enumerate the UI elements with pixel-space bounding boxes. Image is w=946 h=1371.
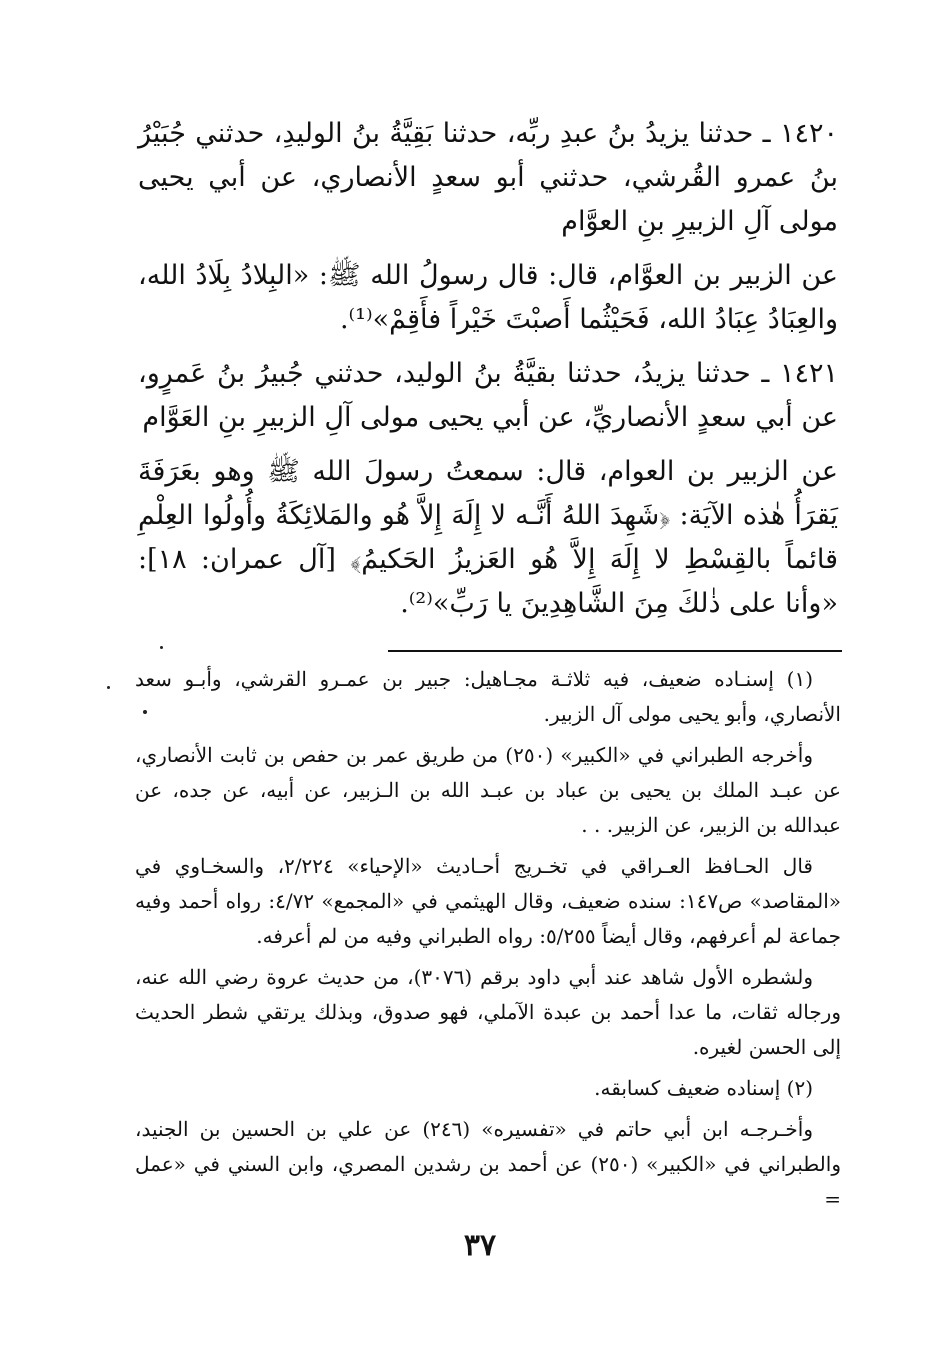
hadith-1420-isnad: ١٤٢٠ ـ حدثنا يزيدُ بنُ عبدِ ربِّه، حدثنا بَقِيَّةُ بنُ الوليدِ، حدثني جُبَيْرُ بنُ عمرو القُرشي، حدثني أبو سعدٍ الأنصاري، عن أبي يحيى مولى آلِ الزبيرِ بنِ العوَّام bbox=[138, 118, 838, 237]
hadith-1421-matn: عن الزبير بن العوام، قال: سمعتُ رسولَ الله ﷺ وهو بعَرَفَةَ يَقرَأُ هٰذه الآيَة: ﴿شَهِدَ اللهُ أَنَّـه لا إِلَهَ إِلاَّ هُو والمَلائِكَةُ وأُولُوا العِلْمِ قائماً بالقِسْطِ لا إِلَهَ إِلاَّ هُو العَزيزُ الحَكيمُ﴾ [آل عمران: ١٨]: «وأنا على ذٰلكَ مِنَ الشَّاهِدِينَ يا رَبِّ»⁽²⁾. bbox=[138, 456, 838, 619]
hadith-text bbox=[138, 112, 838, 640]
footnote-1-grading: قال الحـافظ العـراقي في تخـريج أحـاديث «الإحياء» ٢/٢٢٤، والسخـاوي في «المقاصد» ص١٤٧: سنده ضعيف، وقال الهيثمي في «المجمع» ٤/٧٢: رواه أحمد وفيه جماعة لم أعرفهم، وقال أيضاً ٥/٢٥٥: رواه الطبراني وفيه من لم أعرفه. bbox=[135, 854, 841, 948]
footnote-separator bbox=[388, 650, 842, 652]
footnote-1-shahid: ولشطره الأول شاهد عند أبي داود برقم (٣٠٧٦)، من حديث عروة رضي الله عنه، ورجاله ثقات، ما عدا أحمد بن عبدة الآملي، فهو صدوق، وبذلك يرتقي شطر الحديث إلى الحسن لغيره. bbox=[135, 965, 841, 1059]
scan-speck bbox=[160, 646, 163, 649]
scan-speck bbox=[143, 710, 147, 714]
hadith-1421-isnad: ١٤٢١ ـ حدثنا يزيدُ، حدثنا بقيَّةُ بنُ الوليد، حدثني جُبيرُ بنُ عَمرٍو، عن أبي سعدٍ الأنصاريِّ، عن أبي يحيى مولى آلِ الزبيرِ بنِ العَوَّام bbox=[138, 358, 838, 433]
page-number: ٣٧ bbox=[463, 1228, 497, 1263]
footnote-1: (١) إسنـاده ضعيف، فيه ثلاثـة مجـاهيل: جبير بن عمـرو القرشي، وأبـو سعد الأنصاري، وأبو يحيى مولى آل الزبير. bbox=[135, 667, 841, 726]
footnote-2-takhrij: وأخـرجـه ابن أبي حاتم في «تفسيره» (٢٤٦) عن علي بن الحسين بن الجنيد، والطبراني في «الكبير» (٢٥٠) عن أحمد بن رشدين المصري، وابن السني في «عمل = bbox=[135, 1117, 841, 1211]
footnote-2: (٢) إسناده ضعيف كسابقه. bbox=[594, 1076, 813, 1100]
footnote-1-takhrij: وأخرجه الطبراني في «الكبير» (٢٥٠) من طريق عمر بن حفص بن ثابت الأنصاري، عن عبـد الملك بن يحيى بن عباد بن عبـد الله بن الـزبير، عن أبيه، عن جده، عن عبدالله بن الزبير، عن الزبير. . . bbox=[135, 743, 841, 837]
hadith-1420-matn: عن الزبير بن العوَّام، قال: قال رسولُ الله ﷺ: «البِلادُ بِلَادُ الله، والعِبَادُ عِبَادُ الله، فَحَيْثُما أَصبْتَ خَيْراً فأَقِمْ»⁽¹⁾. bbox=[138, 260, 838, 335]
scan-speck bbox=[107, 686, 110, 689]
footnotes bbox=[135, 662, 841, 1223]
